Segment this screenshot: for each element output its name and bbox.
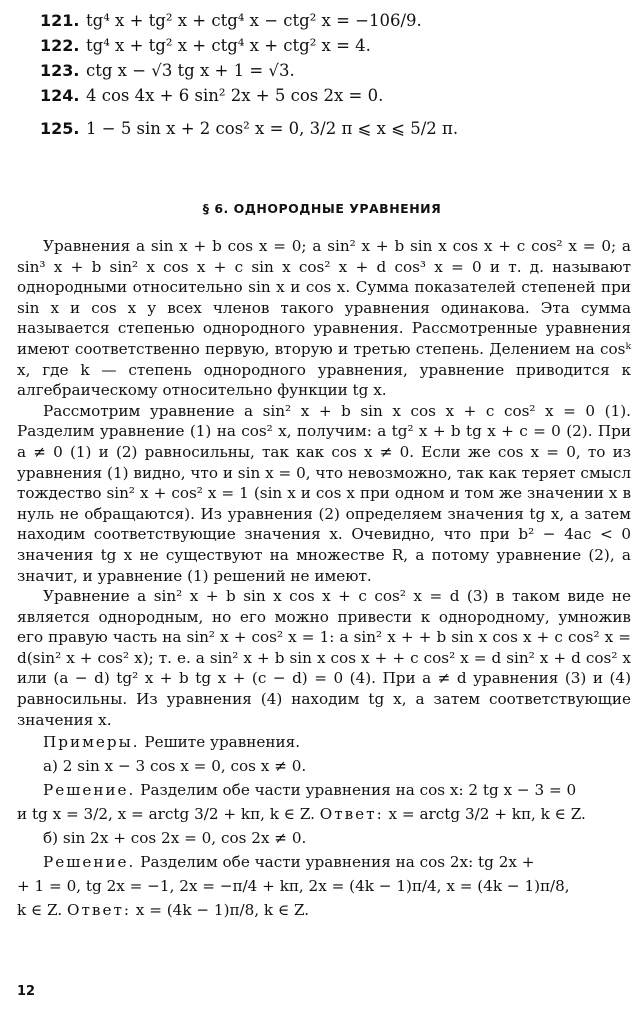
solution-label: Решение. [43,853,136,872]
exercise-number: 122. [40,36,80,55]
solution-text: Разделим обе части уравнения на cos x: 2 tg x − 3 = 0 [140,781,577,800]
exercise-item [40,83,620,108]
section-body [17,236,631,922]
paragraph-second-degree: Рассмотрим уравнение a sin² x + b sin x cos x + c cos² x = 0 (1). Разделим уравнение (1) на cos² x, получим: a tg² x + b tg x + c = 0 (2). При a ≠ 0 (1) и (2) равносильны, так как cos x ≠ 0. Если же cos x = 0, то из уравнения (1) видно, что и sin x = 0, что невозможно, так как теряет смысл тождество sin² x + cos² x = 1 (sin x и cos x при одном и том же значении x в нуль не обращаются). Из уравнения (2) определяем значения tg x, а затем находим соответствующие значения x. Очевидно, что при b² − 4ac < 0 значения tg x не существуют на множестве R, а потому уравнение (2), а значит, и уравнение (1) решений не имеют. [17,401,631,585]
exercise-equation: ctg x − √3 tg x + 1 = √3. [86,61,295,80]
example-b-solution-1 [17,850,631,874]
answer-text: x = arctg 3/2 + kπ, k ∈ Z. [388,805,586,824]
solution-text: Разделим обе части уравнения на cos 2x: tg 2x + [140,853,535,872]
page-number: 12 [17,984,36,999]
exercise-list [40,8,620,141]
exercise-equation: 1 − 5 sin x + 2 cos² x = 0, 3/2 π ⩽ x ⩽ 5/2 π. [86,119,459,138]
exercise-item [40,33,620,58]
examples-intro-text: Решите уравнения. [144,733,301,752]
exercise-item [40,8,620,33]
example-b-task: б) sin 2x + cos 2x = 0, cos 2x ≠ 0. [43,829,307,848]
exercise-equation: tg⁴ x + tg² x + ctg⁴ x + ctg² x = 4. [86,36,371,55]
examples-label: Примеры. [43,733,140,752]
result-text: и tg x = 3/2, x = arctg 3/2 + kπ, k ∈ Z. [17,805,315,824]
exercise-equation: 4 cos 4x + 6 sin² 2x + 5 cos 2x = 0. [86,86,384,105]
example-a-result [17,802,631,826]
exercise-item [40,116,620,141]
exercise-number: 123. [40,61,80,80]
answer-label: Ответ: [319,805,384,824]
paragraph-reduction: Уравнение a sin² x + b sin x cos x + c cos² x = d (3) в таком виде не является однородным, но его можно привести к однородному, умножив его правую часть на sin² x + cos² x = 1: a sin² x + + b sin x cos x + c cos² x = d(sin² x + cos² x); т. е. a sin² x + b sin x cos x + + c cos² x = d sin² x + d cos² x или (a − d) tg² x + b tg x + (c − d) = 0 (4). При a ≠ d уравнения (3) и (4) равносильны. Из уравнения (4) находим tg x, а затем соответствующие значения x. [17,587,631,729]
examples-intro [17,730,631,754]
solution-label: Решение. [43,781,136,800]
example-b-solution-2: + 1 = 0, tg 2x = −1, 2x = −π/4 + kπ, 2x = (4k − 1)π/4, x = (4k − 1)π/8, [17,877,570,896]
exercise-item [40,58,620,83]
example-a-task: а) 2 sin x − 3 cos x = 0, cos x ≠ 0. [43,757,307,776]
section-title: § 6. ОДНОРОДНЫЕ УРАВНЕНИЯ [202,201,442,216]
example-b-answer [17,898,631,922]
exercise-equation: tg⁴ x + tg² x + ctg⁴ x − ctg² x = −106/9. [86,11,422,30]
solution-text: k ∈ Z. [17,901,63,920]
example-a-solution [17,778,631,802]
answer-label: Ответ: [67,901,131,920]
paragraph-definition: Уравнения a sin x + b cos x = 0; a sin² x + b sin x cos x + c cos² x = 0; a sin³ x + b sin² x cos x + c sin x cos² x + d cos³ x = 0 и т. д. называют однородными относительно sin x и cos x. Сумма показателей степеней при sin x и cos x у всех членов такого уравнения одинакова. Эта сумма называется степенью однородного уравнения. Рассмотренные уравнения имеют соответственно первую, вторую и третью степень. Делением на cosᵏ x, где k — степень однородного уравнения, уравнение приводится к алгебраическому относительно функции tg x. [17,237,631,400]
exercise-number: 125. [40,119,80,138]
exercise-number: 121. [40,11,80,30]
exercise-number: 124. [40,86,80,105]
answer-text: x = (4k − 1)π/8, k ∈ Z. [135,901,310,920]
